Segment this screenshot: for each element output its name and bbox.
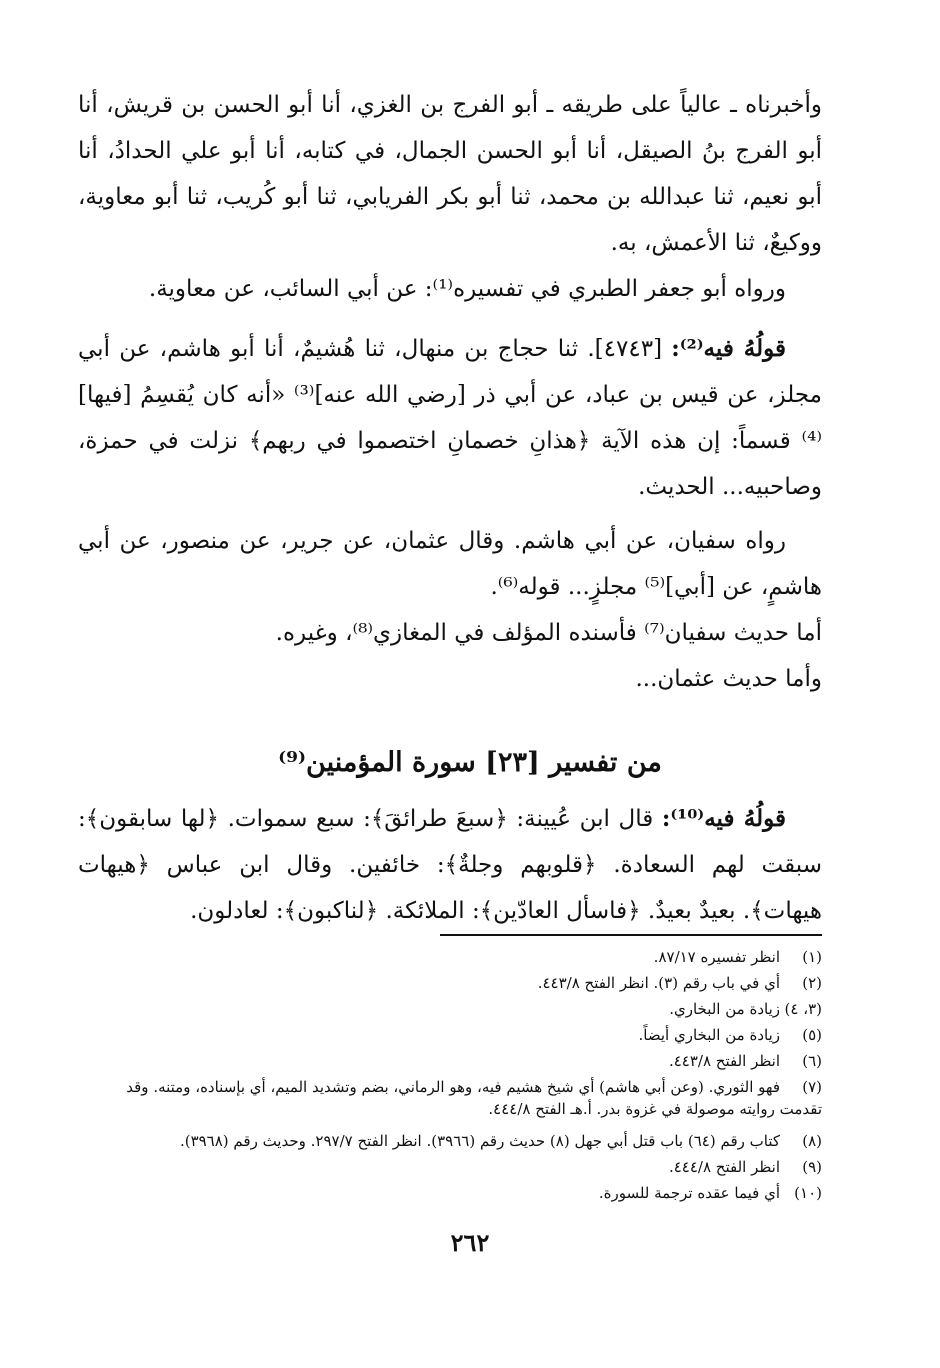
lead-phrase: قولُهُ فيه⁽¹⁰⁾: <box>661 805 786 832</box>
paragraph-hadith-4743 <box>78 326 822 510</box>
footnote-text: زيادة من البخاري. <box>669 1000 780 1018</box>
footnote-item <box>82 970 822 996</box>
footnote-text: أي فيما عقده ترجمة للسورة. <box>598 1184 780 1202</box>
footnote-number: (٨) <box>802 1132 822 1150</box>
paragraph-uthman-hadith: وأما حديث عثمان... <box>635 666 822 692</box>
footnote-item <box>82 1154 822 1180</box>
paragraph-chain: وأخبرناه ـ عالياً على طريقه ـ أبو الفرج بن الغزي، أنا أبو الحسن بن قريش، أنا أبو الفرج بنُ الصيقل، أنا أبو الحسن الجمال، في كتابه، أنا أبو علي الحدادُ، أنا أبو نعيم، ثنا عبدالله بن محمد، ثنا أبو بكر الفريابي، ثنا أبو كُريب، ثنا أبو معاوية، ووكيعٌ، ثنا الأعمش، به. <box>78 92 822 256</box>
footnote-item <box>82 1128 822 1154</box>
paragraph-sufyan-hadith: أما حديث سفيان⁽⁷⁾ فأسنده المؤلف في المغازي⁽⁸⁾، وغيره. <box>275 620 822 646</box>
footnote-number: (٢) <box>802 974 822 992</box>
paragraph-surah-comment <box>78 796 822 934</box>
footnote-number: (٦) <box>802 1052 822 1070</box>
hadith-text: [٤٧٤٣]. ثنا حجاج بن منهال، ثنا هُشيمٌ، أنا أبو هاشم، عن أبي مجلز، عن قيس بن عباد، عن أبي ذر [رضي الله عنه]⁽³⁾ «أنه كان يُقسِمُ [فيها]⁽⁴⁾ قسماً: إن هذه الآية ﴿هذانِ خصمانِ اختصموا في ربهم﴾ نزلت في حمزة، وصاحبيه... الحديث. <box>78 336 822 500</box>
footnote-number: (١٠) <box>794 1184 822 1202</box>
surah-comment-text: قال ابن عُيينة: ﴿سبعَ طرائقَ﴾: سبع سموات. ﴿لها سابقون﴾: سبقت لهم السعادة. ﴿قلوبهم وجلةٌ﴾: خائفين. وقال ابن عباس ﴿هيهات هيهات﴾. بعيدٌ بعيدٌ. ﴿فاسأل العادّين﴾: الملائكة. ﴿لناكبون﴾: لعادلون. <box>78 806 822 924</box>
footnote-text: كتاب رقم (٦٤) باب قتل أبي جهل (٨) حديث رقم (٣٩٦٦). انظر الفتح ٢٩٧/٧. وحديث رقم (٣٩٦٨). <box>179 1132 780 1150</box>
footnote-text: أي في باب رقم (٣). انظر الفتح ٤٤٣/٨. <box>537 974 780 992</box>
footnote-item <box>82 996 822 1022</box>
footnote-number: (٥) <box>802 1026 822 1044</box>
footnote-text: انظر الفتح ٤٤٤/٨. <box>668 1158 780 1176</box>
footnote-number: (٣، ٤) <box>784 1000 822 1018</box>
paragraph-tabari: ورواه أبو جعفر الطبري في تفسيره⁽¹⁾: عن أبي السائب، عن معاوية. <box>148 276 786 302</box>
section-heading: من تفسير [٢٣] سورة المؤمنين⁽⁹⁾ <box>278 747 662 778</box>
footnote-item <box>82 1022 822 1048</box>
footnote-item <box>82 1048 822 1074</box>
footnote-item <box>82 944 822 970</box>
footnote-number: (١) <box>802 948 822 966</box>
footnote-item <box>82 1180 822 1206</box>
footnote-divider <box>440 934 822 936</box>
footnote-text: فهو الثوري. (وعن أبي هاشم) أي شيخ هشيم فيه، وهو الرماني، بضم وتشديد الميم، أي بإسناده، ومتنه. وقد تقدمت روايته موصولة في غزوة بدر. أ.هـ الفتح ٤٤٤/٨. <box>126 1078 822 1118</box>
lead-phrase: قولُهُ فيه⁽²⁾: <box>671 335 786 362</box>
footnote-item <box>82 1076 822 1120</box>
footnote-text: انظر الفتح ٤٤٣/٨. <box>668 1052 780 1070</box>
footnote-text: زيادة من البخاري أيضاً. <box>638 1026 780 1044</box>
page-number: ٢٦٢ <box>450 1228 490 1257</box>
footnote-number: (٧) <box>802 1078 822 1096</box>
paragraph-sufyan: رواه سفيان، عن أبي هاشم. وقال عثمان، عن جرير، عن منصور، عن أبي هاشمٍ، عن [أبي]⁽⁵⁾ مجلزٍ... قوله⁽⁶⁾. <box>78 528 822 600</box>
footnote-number: (٩) <box>802 1158 822 1176</box>
footnote-text: انظر تفسيره ٨٧/١٧. <box>653 948 780 966</box>
